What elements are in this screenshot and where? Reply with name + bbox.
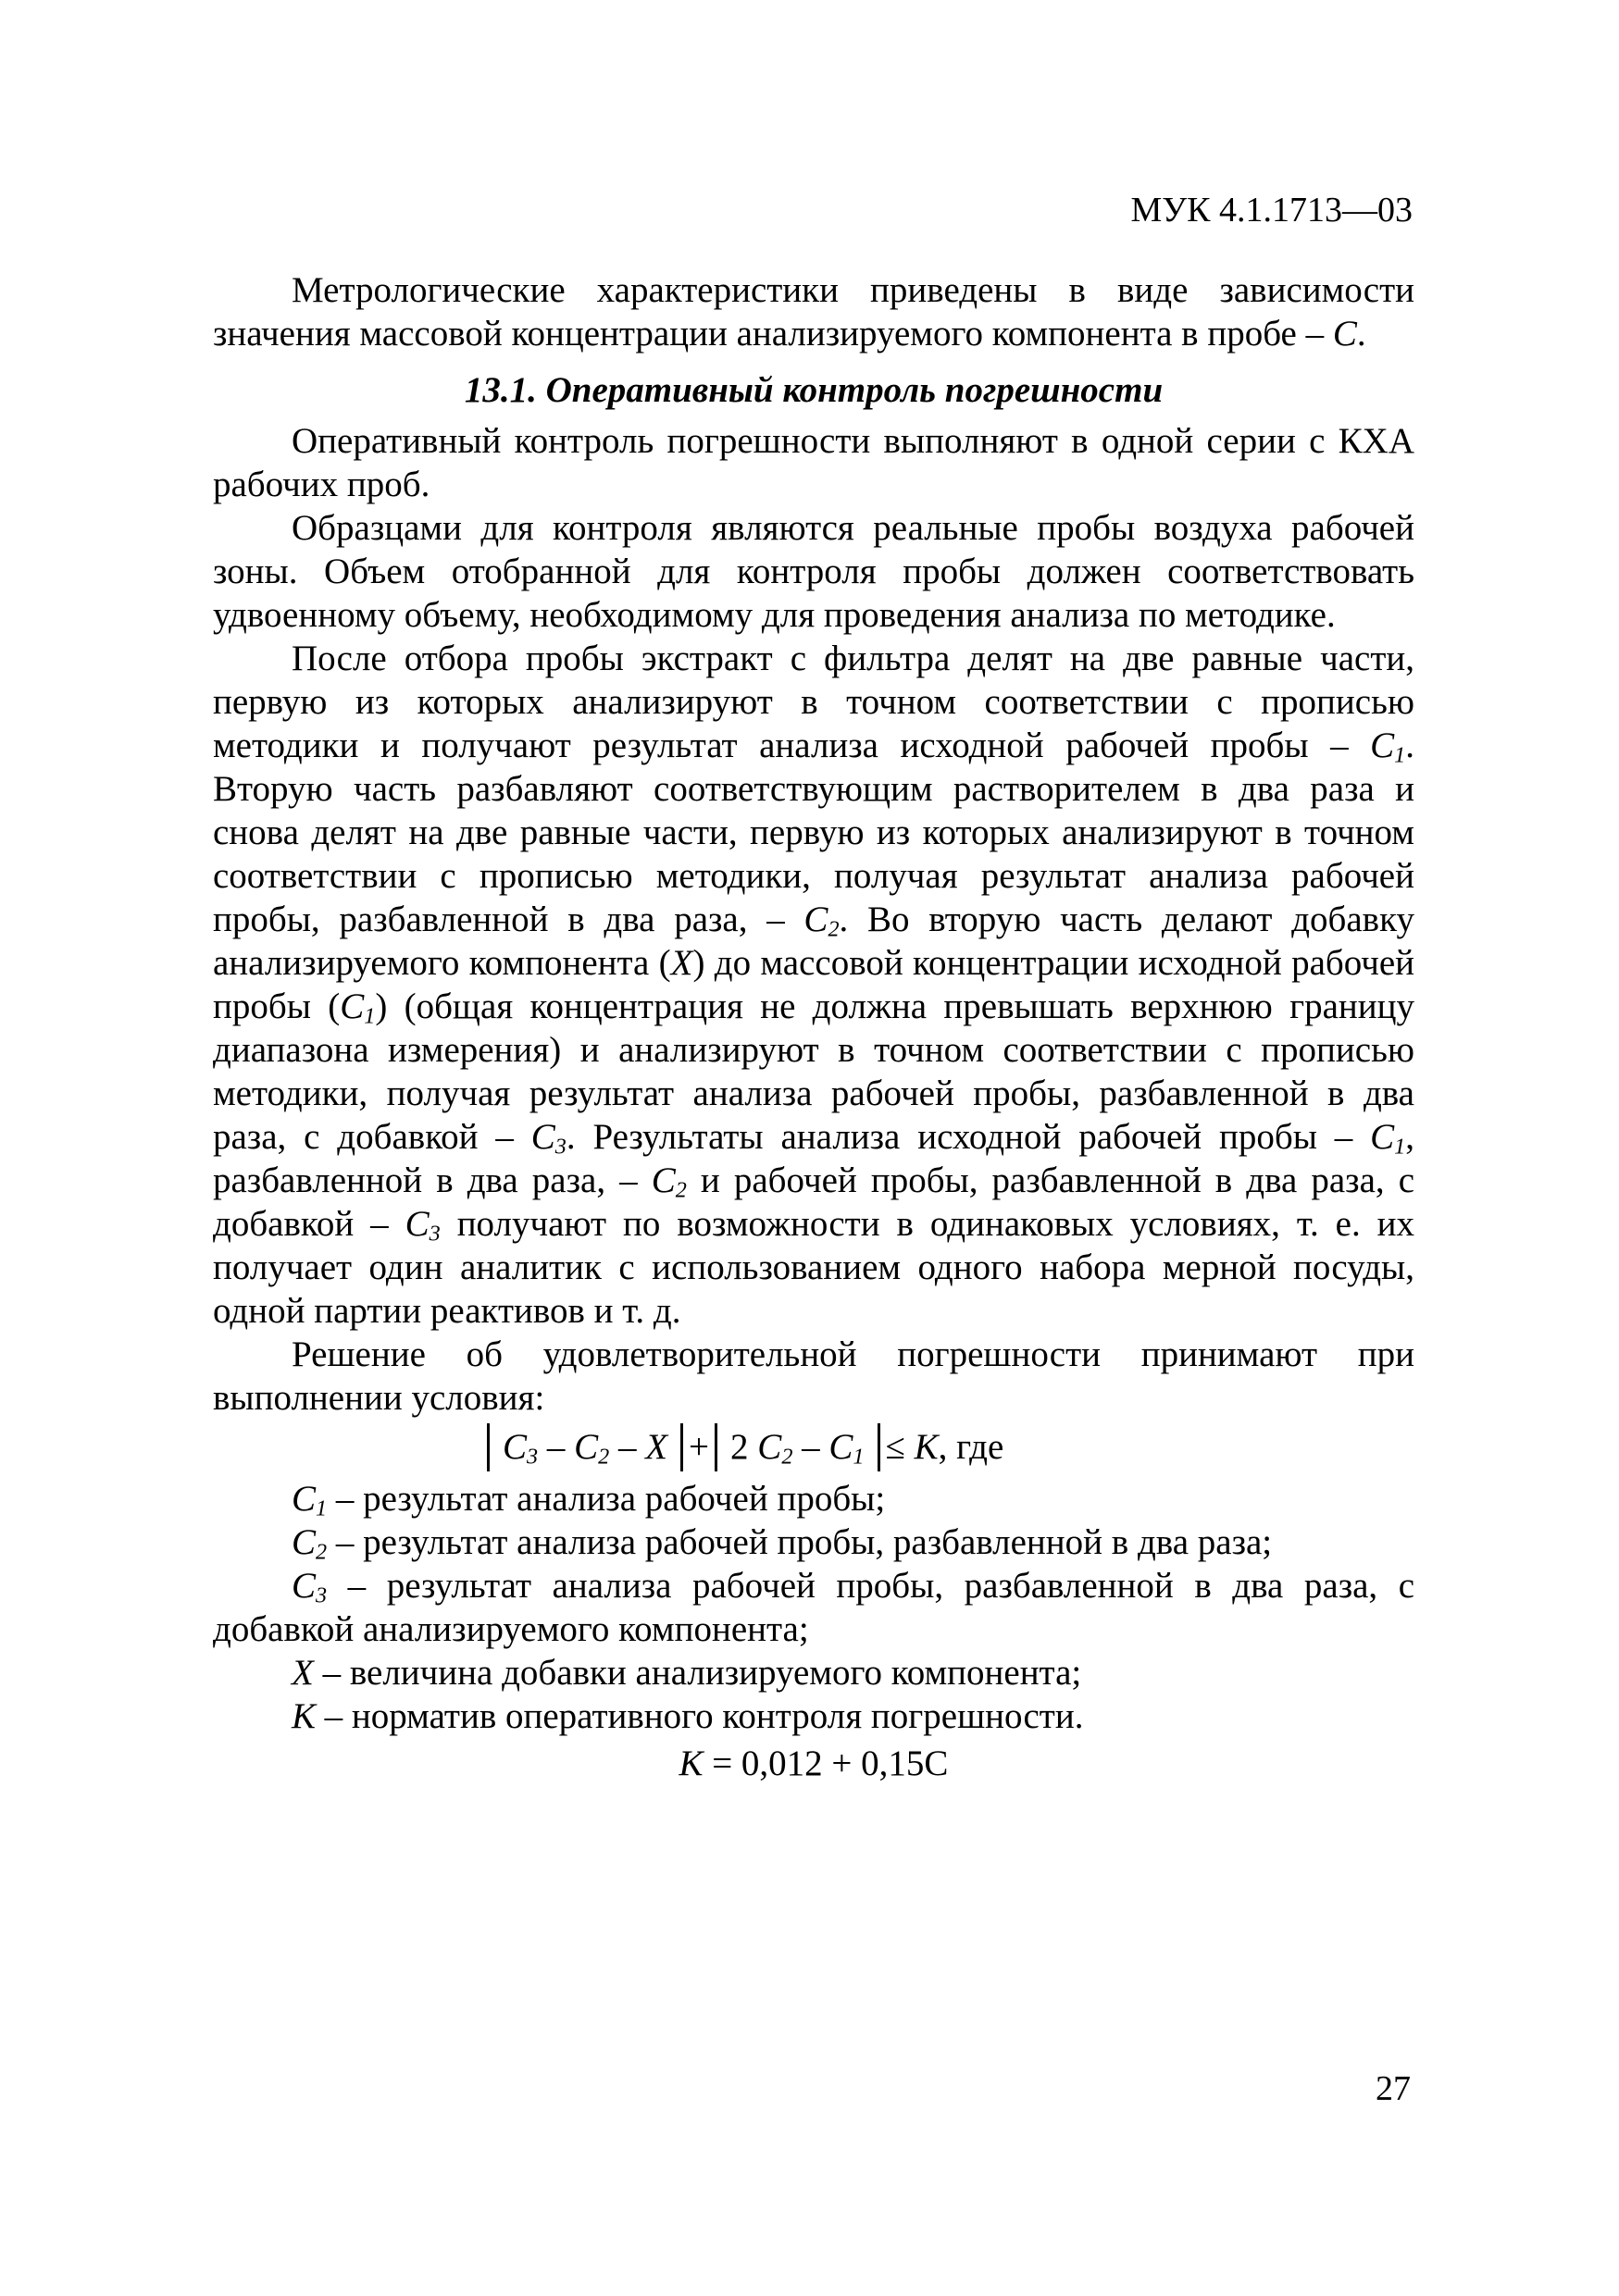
abs-term-2: 2 $С_2 - С_1$ bbox=[715, 1423, 879, 1471]
definition-c2: $С_2$ – результат анализа рабочей пробы, разбавленной в два раза; bbox=[292, 1522, 1273, 1565]
definition-c3: $С_3$ – результат анализа рабочей пробы, разбавленной в два раза, с добавкой анализируемого компонента; bbox=[213, 1566, 1415, 1649]
definition-k: К – норматив оперативного контроля погрешности. bbox=[292, 1696, 1084, 1736]
paragraph-4: Решение об удовлетворительной погрешности принимают при выполнении условия: bbox=[213, 1334, 1414, 1418]
page-body bbox=[213, 268, 1414, 1791]
k-formula: К = 0,012 + 0,15С bbox=[679, 1744, 949, 1783]
section-title: 13.1. Оперативный контроль погрешности bbox=[464, 370, 1164, 410]
paragraph-1: Оперативный контроль погрешности выполняют в одной серии с КХА рабочих проб. bbox=[213, 421, 1414, 504]
page-number: 27 bbox=[1376, 2069, 1411, 2108]
document-code: МУК 4.1.1713—03 bbox=[1130, 191, 1413, 230]
definition-c1: $С_1$ – результат анализа рабочей пробы; bbox=[292, 1479, 886, 1521]
condition-formula: $С_3 - С_2 - Х + 2$ $С_2 - С_1 \le К$, где bbox=[213, 1423, 1414, 1471]
abs-term-1: $С_3 - С_2$ – Х bbox=[487, 1423, 683, 1471]
paragraph-2: Образцами для контроля являются реальные пробы воздуха рабочей зоны. Объем отобранной для контроля пробы должен соответствовать удвоенному объему, необходимому для проведения анализа по методике. bbox=[213, 508, 1414, 635]
definition-x: Х – величина добавки анализируемого компонента; bbox=[292, 1653, 1082, 1693]
intro-paragraph: Метрологические характеристики приведены в виде зависимости значения массовой концентрации анализируемого компонента в пробе – С. bbox=[213, 270, 1414, 354]
paragraph-3: После отбора пробы экстракт с фильтра делят на две равные части, первую из которых анализируют в точном соответствии с прописью методики и получают результат анализа исходной рабочей пробы – $С_1$. Вторую часть разбавляют соответствующим растворителем в два раза и снова делят на две равные части, первую из которых анализируют в точном соответствии с прописью методики, получая результат анализа рабочей пробы, разбавленной в два раза, – $С_2$. Во вторую часть делают добавку анализируемого компонента (Х) до массовой концентрации исходной рабочей пробы $(С_1)$ (общая концентрация не должна превышать верхнюю границу диапазона измерения) и анализируют в точном соответствии с прописью методики, получая результат анализа рабочей пробы, разбавленной в два раза, с добавкой – $С_3$. Результаты анализа исходной рабочей пробы – $С_1$, разбавленной в два раза, – $С_2$ и рабочей пробы, разбавленной в два раза, с добавкой – $С_3$ получают по возможности в одинаковых условиях, т. е. их получает один аналитик с использованием одного набора мерной посуды, одной партии реактивов и т. д. bbox=[213, 639, 1415, 1331]
